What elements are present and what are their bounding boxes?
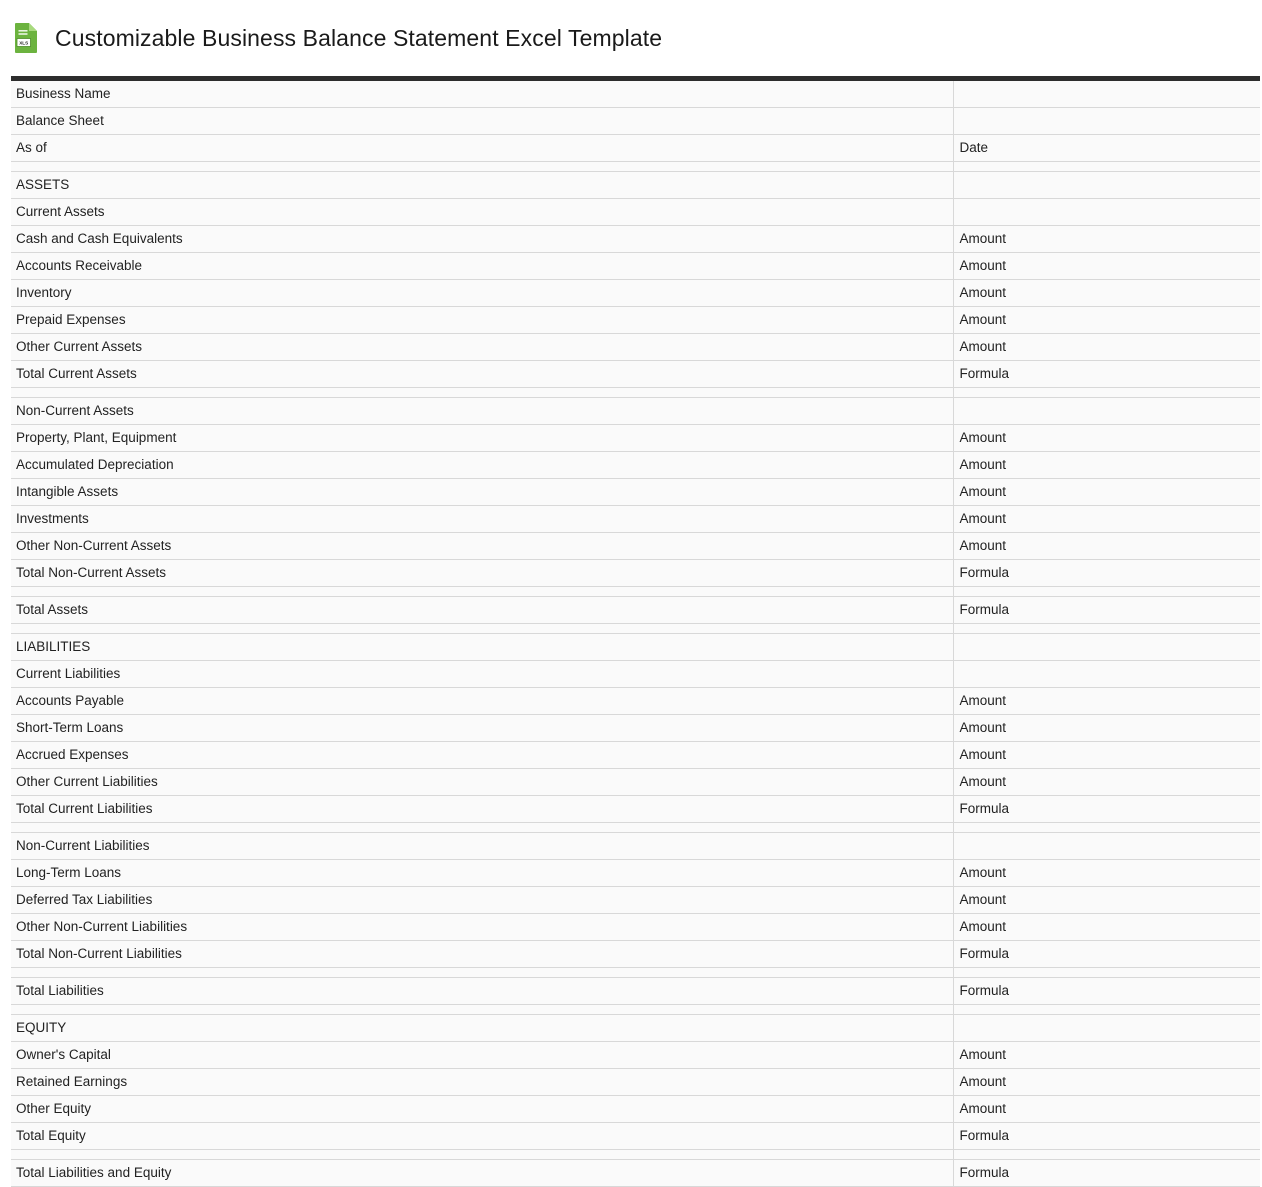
cell-label[interactable]: Other Non-Current Assets — [11, 533, 953, 560]
cell-value[interactable]: Amount — [953, 334, 1260, 361]
cell-label[interactable]: Current Liabilities — [11, 661, 953, 688]
cell-value[interactable]: Amount — [953, 452, 1260, 479]
balance-sheet-table — [11, 81, 1260, 1187]
table-row[interactable] — [11, 1015, 1260, 1042]
cell-label[interactable]: Accounts Receivable — [11, 253, 953, 280]
table-row[interactable] — [11, 307, 1260, 334]
cell-value[interactable]: Formula — [953, 941, 1260, 968]
cell-value[interactable] — [953, 833, 1260, 860]
cell-label[interactable]: Cash and Cash Equivalents — [11, 226, 953, 253]
table-spacer-row — [11, 587, 1260, 597]
cell-label[interactable]: Owner's Capital — [11, 1042, 953, 1069]
cell-label[interactable]: Total Non-Current Liabilities — [11, 941, 953, 968]
cell-value[interactable]: Amount — [953, 533, 1260, 560]
cell-label[interactable]: EQUITY — [11, 1015, 953, 1042]
cell-label[interactable]: Other Non-Current Liabilities — [11, 914, 953, 941]
cell-label[interactable]: Other Current Liabilities — [11, 769, 953, 796]
cell-value[interactable]: Formula — [953, 796, 1260, 823]
table-row[interactable] — [11, 715, 1260, 742]
cell-label[interactable]: Accounts Payable — [11, 688, 953, 715]
cell-value[interactable]: Formula — [953, 361, 1260, 388]
page-title: Customizable Business Balance Statement Excel Template — [55, 24, 663, 51]
cell-label[interactable]: Total Current Assets — [11, 361, 953, 388]
table-spacer-row — [11, 968, 1260, 978]
cell-label[interactable]: Total Current Liabilities — [11, 796, 953, 823]
table-row[interactable] — [11, 81, 1260, 108]
cell-value[interactable]: Amount — [953, 715, 1260, 742]
cell-value[interactable] — [953, 1015, 1260, 1042]
cell-label[interactable]: ASSETS — [11, 172, 953, 199]
cell-value[interactable]: Amount — [953, 280, 1260, 307]
table-row[interactable] — [11, 887, 1260, 914]
cell-value[interactable]: Amount — [953, 425, 1260, 452]
cell-label — [11, 1005, 953, 1015]
cell-label[interactable]: Other Equity — [11, 1096, 953, 1123]
cell-value — [953, 162, 1260, 172]
table-row[interactable] — [11, 226, 1260, 253]
cell-label[interactable]: Other Current Assets — [11, 334, 953, 361]
table-row[interactable] — [11, 361, 1260, 388]
cell-label — [11, 162, 953, 172]
table-row[interactable] — [11, 108, 1260, 135]
cell-label[interactable]: Current Assets — [11, 199, 953, 226]
table-row[interactable] — [11, 634, 1260, 661]
cell-value[interactable] — [953, 634, 1260, 661]
cell-value[interactable]: Amount — [953, 479, 1260, 506]
table-row[interactable] — [11, 533, 1260, 560]
cell-label[interactable]: Total Assets — [11, 597, 953, 624]
cell-label[interactable]: Investments — [11, 506, 953, 533]
xls-file-icon — [13, 22, 39, 54]
cell-value[interactable] — [953, 81, 1260, 108]
table-row[interactable] — [11, 253, 1260, 280]
cell-value[interactable]: Formula — [953, 1123, 1260, 1150]
cell-value — [953, 823, 1260, 833]
cell-label[interactable]: Total Equity — [11, 1123, 953, 1150]
table-spacer-row — [11, 1005, 1260, 1015]
cell-label[interactable]: Balance Sheet — [11, 108, 953, 135]
table-row[interactable] — [11, 199, 1260, 226]
table-row[interactable] — [11, 597, 1260, 624]
cell-label[interactable]: Accrued Expenses — [11, 742, 953, 769]
cell-value[interactable]: Amount — [953, 1069, 1260, 1096]
cell-label[interactable]: Inventory — [11, 280, 953, 307]
cell-label[interactable]: Intangible Assets — [11, 479, 953, 506]
svg-text:XLS: XLS — [19, 40, 29, 46]
table-row[interactable] — [11, 506, 1260, 533]
cell-label — [11, 1150, 953, 1160]
cell-label[interactable]: Non-Current Liabilities — [11, 833, 953, 860]
table-row[interactable] — [11, 1160, 1260, 1187]
cell-label[interactable]: Total Liabilities — [11, 978, 953, 1005]
cell-value[interactable]: Amount — [953, 307, 1260, 334]
table-row[interactable] — [11, 1096, 1260, 1123]
cell-value — [953, 624, 1260, 634]
cell-label[interactable]: Retained Earnings — [11, 1069, 953, 1096]
cell-label[interactable]: Short-Term Loans — [11, 715, 953, 742]
table-row[interactable] — [11, 796, 1260, 823]
cell-value[interactable]: Amount — [953, 1096, 1260, 1123]
cell-label[interactable]: Total Non-Current Assets — [11, 560, 953, 587]
table-row[interactable] — [11, 280, 1260, 307]
table-row[interactable] — [11, 1069, 1260, 1096]
table-row[interactable] — [11, 914, 1260, 941]
cell-value[interactable]: Amount — [953, 914, 1260, 941]
cell-value[interactable]: Formula — [953, 560, 1260, 587]
cell-value[interactable]: Amount — [953, 226, 1260, 253]
table-spacer-row — [11, 823, 1260, 833]
table-row[interactable] — [11, 742, 1260, 769]
spreadsheet-container — [0, 76, 1262, 1187]
cell-label[interactable]: Deferred Tax Liabilities — [11, 887, 953, 914]
cell-value[interactable]: Formula — [953, 597, 1260, 624]
cell-value[interactable] — [953, 108, 1260, 135]
cell-value[interactable]: Amount — [953, 506, 1260, 533]
table-row[interactable] — [11, 334, 1260, 361]
table-spacer-row — [11, 388, 1260, 398]
balance-sheet-body — [11, 81, 1260, 1187]
table-row[interactable] — [11, 1123, 1260, 1150]
cell-label[interactable]: Prepaid Expenses — [11, 307, 953, 334]
cell-label[interactable]: Accumulated Depreciation — [11, 452, 953, 479]
table-row[interactable] — [11, 135, 1260, 162]
cell-label[interactable]: Non-Current Assets — [11, 398, 953, 425]
table-row[interactable] — [11, 978, 1260, 1005]
cell-label[interactable]: Long-Term Loans — [11, 860, 953, 887]
cell-label[interactable]: Business Name — [11, 81, 953, 108]
cell-value[interactable]: Amount — [953, 253, 1260, 280]
table-row[interactable] — [11, 560, 1260, 587]
table-row[interactable] — [11, 479, 1260, 506]
cell-value[interactable]: Amount — [953, 1042, 1260, 1069]
table-row[interactable] — [11, 425, 1260, 452]
table-spacer-row — [11, 162, 1260, 172]
document-header — [0, 0, 1262, 76]
cell-value[interactable] — [953, 398, 1260, 425]
table-row[interactable] — [11, 941, 1260, 968]
table-row[interactable] — [11, 172, 1260, 199]
cell-value — [953, 388, 1260, 398]
cell-value[interactable]: Formula — [953, 978, 1260, 1005]
cell-value — [953, 587, 1260, 597]
cell-value — [953, 1150, 1260, 1160]
table-row[interactable] — [11, 860, 1260, 887]
cell-value[interactable] — [953, 199, 1260, 226]
cell-value — [953, 968, 1260, 978]
cell-label — [11, 587, 953, 597]
cell-label[interactable]: Property, Plant, Equipment — [11, 425, 953, 452]
cell-label[interactable]: As of — [11, 135, 953, 162]
cell-label — [11, 968, 953, 978]
table-row[interactable] — [11, 661, 1260, 688]
cell-value[interactable]: Date — [953, 135, 1260, 162]
cell-value[interactable]: Amount — [953, 887, 1260, 914]
cell-value[interactable] — [953, 172, 1260, 199]
cell-value[interactable]: Amount — [953, 688, 1260, 715]
table-row[interactable] — [11, 452, 1260, 479]
cell-label — [11, 624, 953, 634]
cell-value[interactable] — [953, 661, 1260, 688]
table-row[interactable] — [11, 833, 1260, 860]
cell-label — [11, 388, 953, 398]
cell-label[interactable]: Total Liabilities and Equity — [11, 1160, 953, 1187]
cell-value[interactable]: Amount — [953, 742, 1260, 769]
table-row[interactable] — [11, 769, 1260, 796]
table-spacer-row — [11, 1150, 1260, 1160]
table-spacer-row — [11, 624, 1260, 634]
table-row[interactable] — [11, 688, 1260, 715]
cell-value[interactable]: Amount — [953, 769, 1260, 796]
table-row[interactable] — [11, 1042, 1260, 1069]
cell-value — [953, 1005, 1260, 1015]
cell-label[interactable]: LIABILITIES — [11, 634, 953, 661]
table-row[interactable] — [11, 398, 1260, 425]
cell-label — [11, 823, 953, 833]
cell-value[interactable]: Amount — [953, 860, 1260, 887]
cell-value[interactable]: Formula — [953, 1160, 1260, 1187]
